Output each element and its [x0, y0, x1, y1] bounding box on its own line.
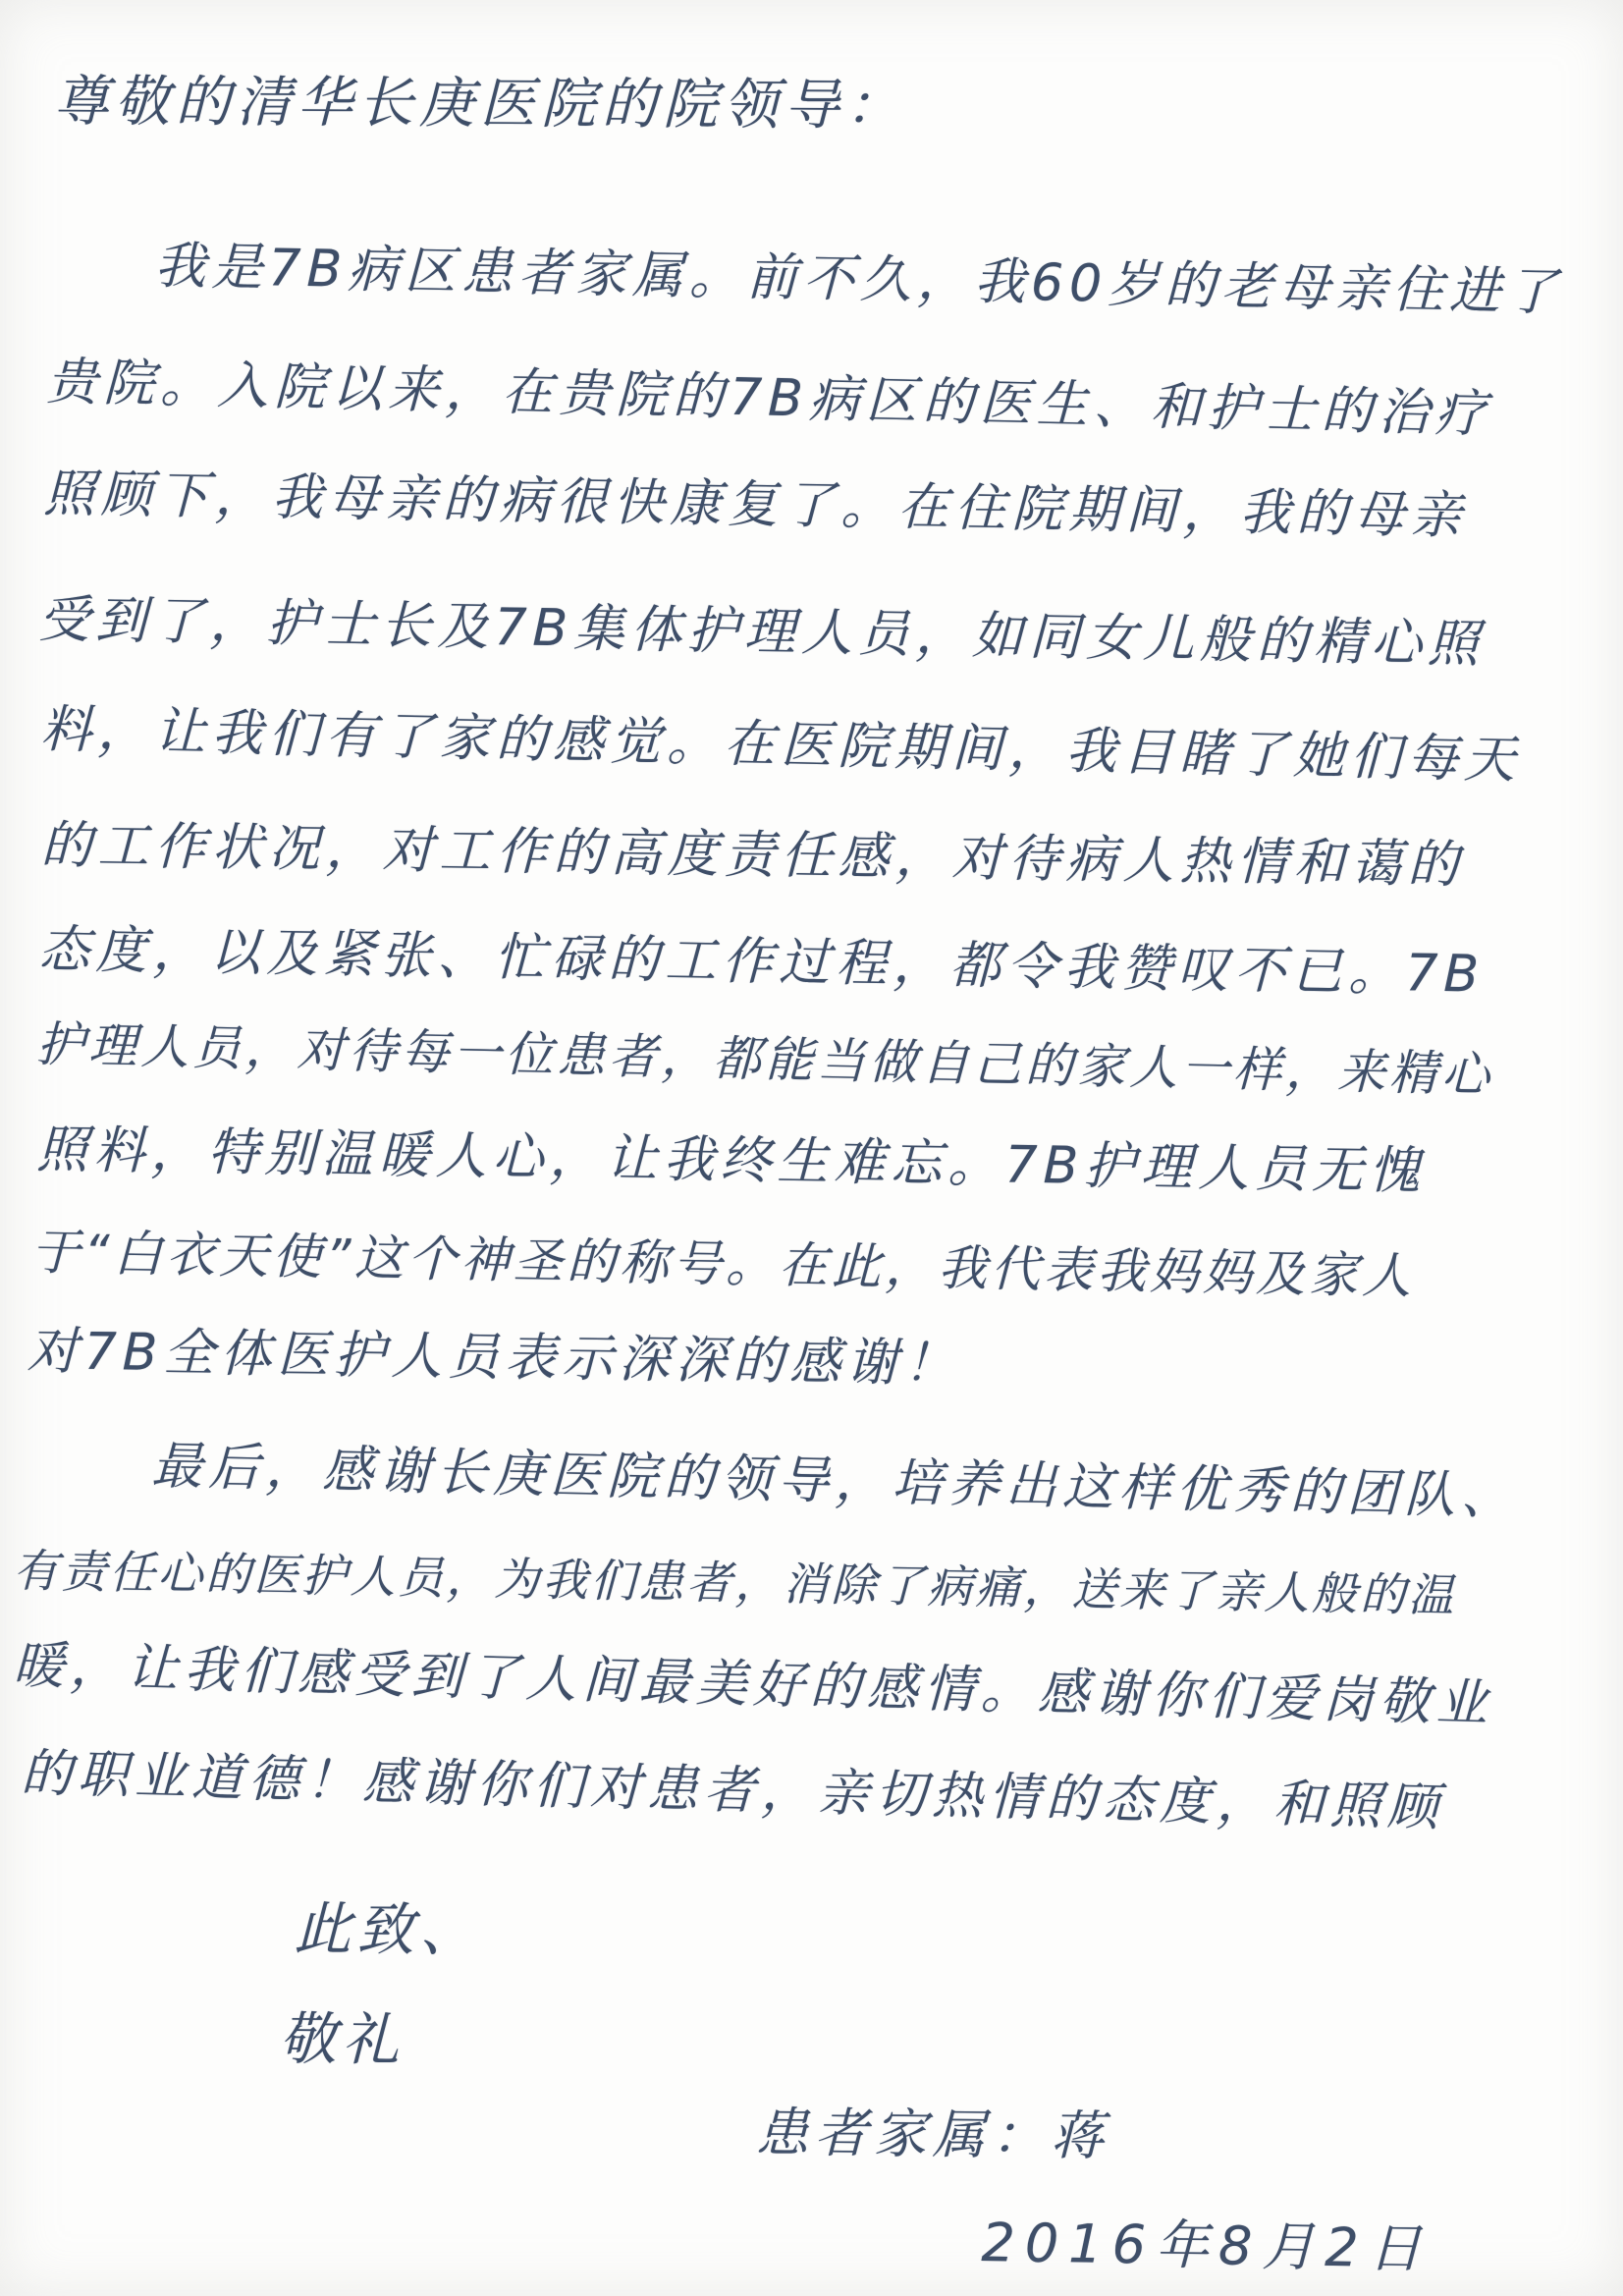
signature-line: 患者家属：蒋 [755, 2102, 1109, 2167]
letter-body-line: 贵院。入院以来，在贵院的7B病区的医生、和护士的治疗 [45, 352, 1493, 445]
letter-body-line: 对7B全体医护人员表示深深的感谢！ [27, 1321, 961, 1394]
letter-body-line: 有责任心的医护人员，为我们患者，消除了病痛，送来了亲人般的温 [13, 1544, 1457, 1622]
date-line: 2016年8月2日 [981, 2212, 1433, 2280]
closing-cizhi: 此致、 [294, 1895, 484, 1965]
letter-body-line: 暖，让我们感受到了人间最美好的感情。感谢你们爱岗敬业 [12, 1635, 1494, 1734]
letter-body-line: 于“白衣天使”这个神圣的称号。在此，我代表我妈妈及家人 [29, 1223, 1416, 1305]
letter-body-line: 照顾下，我母亲的病很快康复了。在住院期间，我的母亲 [43, 464, 1468, 546]
letter-body-line: 受到了，护士长及7B集体护理人员，如同女儿般的精心照 [37, 589, 1486, 675]
salutation-line: 尊敬的清华长庚医院的院领导： [53, 69, 906, 138]
closing-jingli: 敬礼 [279, 2005, 406, 2074]
letter-body-line: 的工作状况，对工作的高度责任感，对待病人热情和蔼的 [40, 815, 1465, 896]
letter-body-line: 我是7B病区患者家属。前不久，我60岁的老母亲住进了 [153, 236, 1564, 323]
letter-body-line: 最后，感谢长庚医院的领导，培养出这样优秀的团队、 [150, 1436, 1519, 1527]
letter-body-line: 态度，以及紧张、忙碌的工作过程，都令我赞叹不已。7B [37, 919, 1486, 1005]
letter-body-line: 护理人员，对待每一位患者，都能当做自己的家人一样，来精心 [35, 1016, 1494, 1104]
letter-body-line: 料，让我们有了家的感觉。在医院期间，我目睹了她们每天 [39, 699, 1522, 791]
letter-body-line: 照料，特别温暖人心，让我终生难忘。7B护理人员无愧 [36, 1120, 1427, 1202]
letter-body-line: 的职业道德！感谢你们对患者，亲切热情的态度，和照顾 [20, 1743, 1445, 1838]
